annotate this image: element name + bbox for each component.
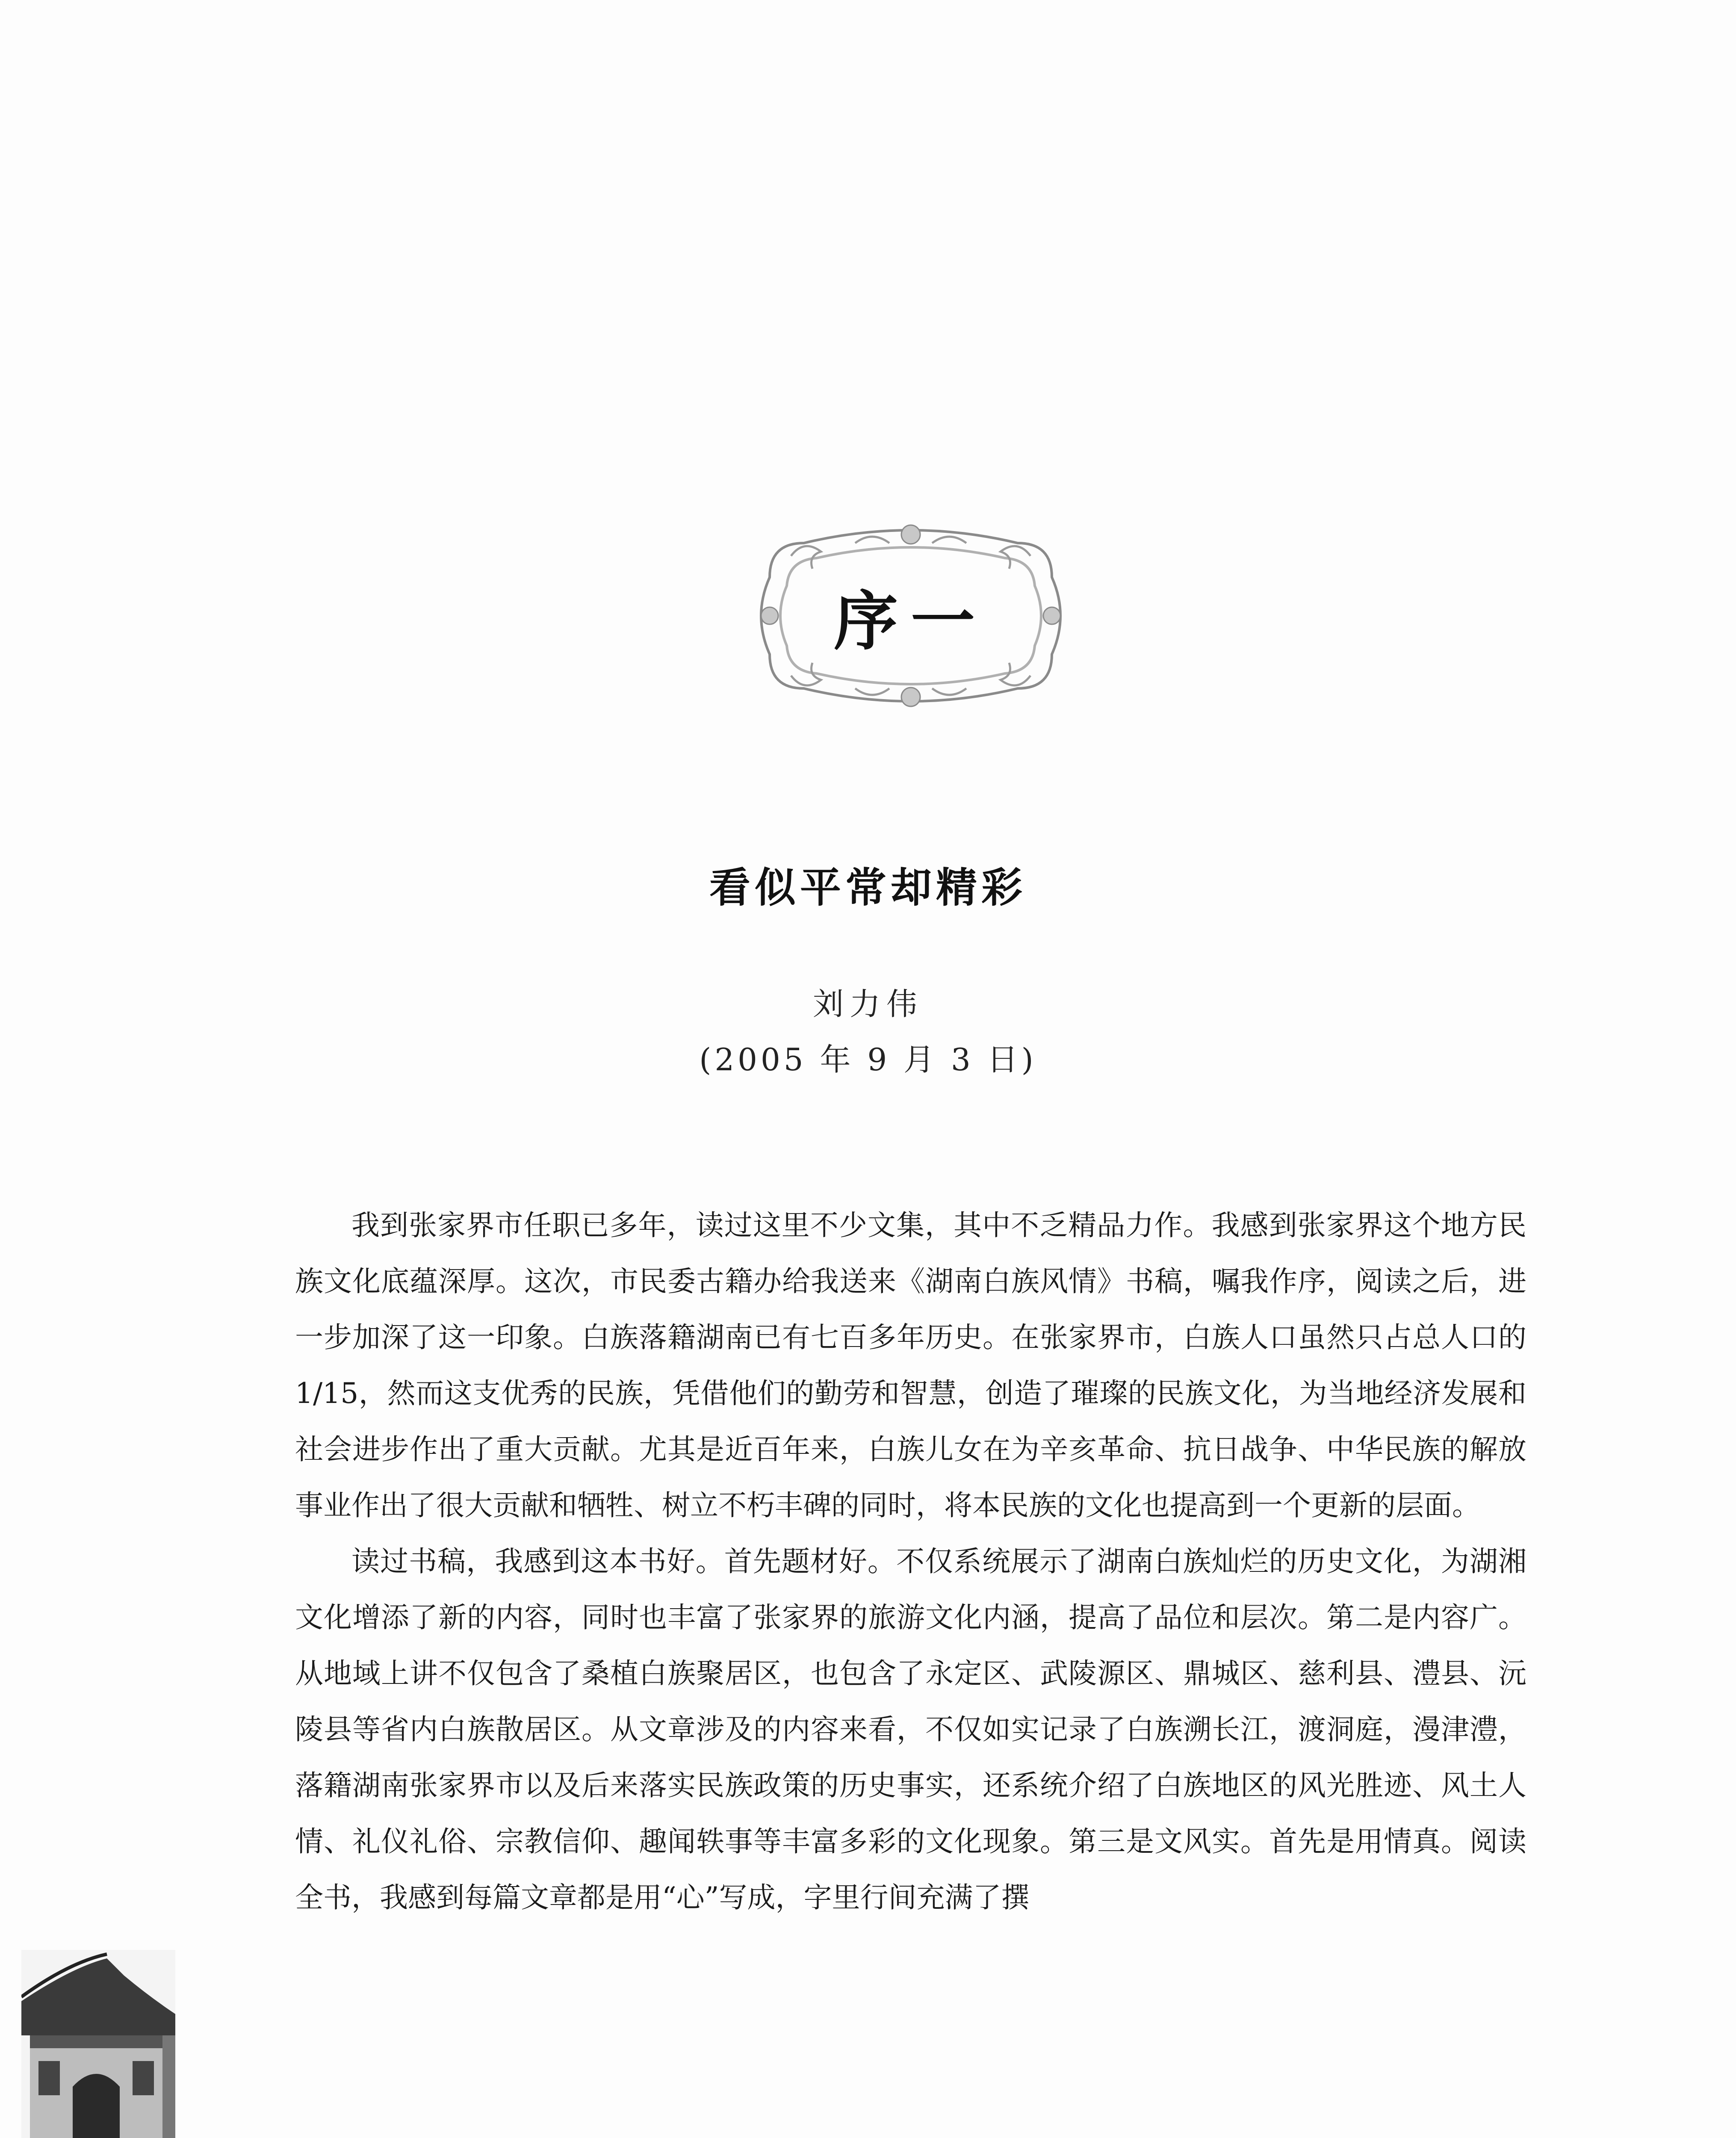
article-date: (2005 年 9 月 3 日) xyxy=(699,1042,1037,1078)
section-title: 序一 xyxy=(833,584,988,659)
paragraph: 我到张家界市任职已多年，读过这里不少文集，其中不乏精品力作。我感到张家界这个地方民族文化底蕴深厚。这次，市民委古籍办给我送来《湖南白族风情》书稿，嘱我作序，阅读之后，进一步加深了这一印象。白族落籍湖南已有七百多年历史。在张家界市，白族人口虽然只占总人口的 1/15，然而这支优秀的民族，凭借他们的勤劳和智慧，创造了璀璨的民族文化，为当地经济发展和社会进步作出了重大贡献。尤其是近百年来，白族儿女在为辛亥革命、抗日战争、中华民族的解放事业作出了很大贡献和牺牲、树立不朽丰碑的同时，将本民族的文化也提高到一个更新的层面。 xyxy=(295,1209,1526,1522)
temple-thumbnail-image xyxy=(21,1950,175,2138)
article-body xyxy=(295,1197,1526,1925)
author-name: 刘力伟 xyxy=(812,986,923,1022)
paragraph: 读过书稿，我感到这本书好。首先题材好。不仅系统展示了湖南白族灿烂的历史文化，为湖湘文化增添了新的内容，同时也丰富了张家界的旅游文化内涵，提高了品位和层次。第二是内容广。从地域上讲不仅包含了桑植白族聚居区，也包含了永定区、武陵源区、鼎城区、慈利县、澧县、沅陵县等省内白族散居区。从文章涉及的内容来看，不仅如实记录了白族溯长江，渡洞庭，漫津澧，落籍湖南张家界市以及后来落实民族政策的历史事实，还系统介绍了白族地区的风光胜迹、风土人情、礼仪礼俗、宗教信仰、趣闻轶事等丰富多彩的文化现象。第三是文风实。首先是用情真。阅读全书，我感到每篇文章都是用“心”写成，字里行间充满了撰 xyxy=(295,1545,1526,1914)
article-title: 看似平常却精彩 xyxy=(709,864,1027,912)
